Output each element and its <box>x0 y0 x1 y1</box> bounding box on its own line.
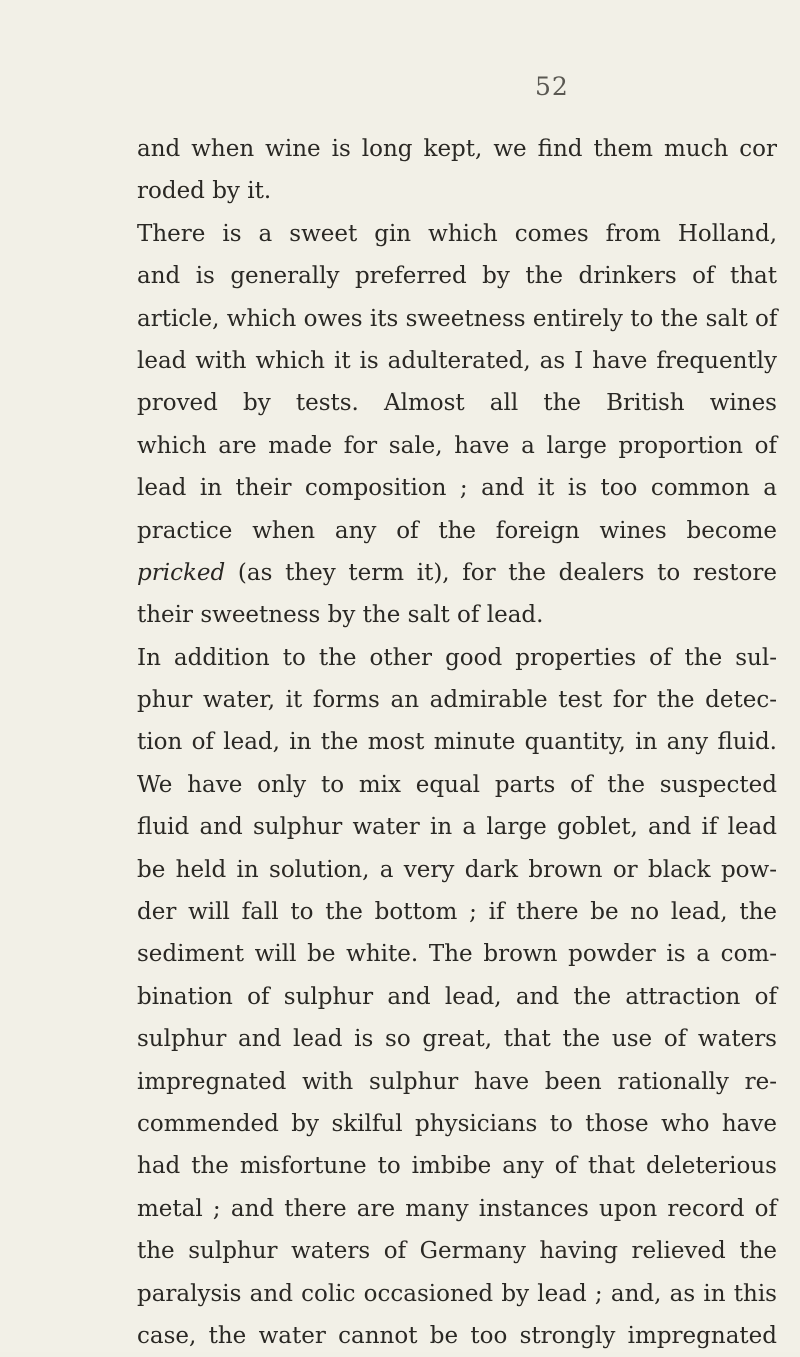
text-line: practice when any of the foreign wines become <box>137 517 777 544</box>
text-line: der will fall to the bottom ; if there be no lead, the <box>137 899 777 926</box>
text-line: proved by tests. Almost all the British wines <box>137 390 777 417</box>
text-line: impregnated with sulphur have been rationally re- <box>137 1068 777 1095</box>
italic-word: pricked <box>137 559 226 586</box>
text-line: be held in solution, a very dark brown or black pow- <box>137 856 777 883</box>
text-line: article, which owes its sweetness entirely to the salt of <box>137 305 778 332</box>
text-line: lead in their composition ; and it is too common a <box>137 475 777 502</box>
text-line: We have only to mix equal parts of the suspected <box>137 771 777 798</box>
text-line: roded by it. <box>137 178 272 205</box>
text-line: There is a sweet gin which comes from Holland, <box>137 220 777 247</box>
line-remainder: (as they term it), for the dealers to restore <box>225 559 777 586</box>
text-line: metal ; and there are many instances upon record of <box>137 1195 777 1222</box>
text-line: sediment will be white. The brown powder is a com- <box>137 941 777 968</box>
text-line: fluid and sulphur water in a large goblet, and if lead <box>137 814 777 841</box>
text-line: and when wine is long kept, we find them much cor <box>137 136 777 162</box>
text-line: In addition to the other good properties of the sul- <box>137 644 777 671</box>
text-line: their sweetness by the salt of lead. <box>137 602 544 629</box>
text-line: phur water, it forms an admirable test for the detec- <box>137 687 777 714</box>
body-text <box>137 128 777 1357</box>
text-line: which are made for sale, have a large proportion of <box>137 432 777 459</box>
text-line: lead with which it is adulterated, as I have frequently <box>137 347 777 374</box>
text-line: had the misfortune to imbibe any of that deleterious <box>137 1153 777 1180</box>
page-number: 52 <box>535 72 569 101</box>
text-line: and is generally preferred by the drinkers of that <box>137 263 777 290</box>
text-line: case, the water cannot be too strongly impregnated <box>137 1322 777 1349</box>
text-line <box>137 552 777 594</box>
text-line: tion of lead, in the most minute quantity, in any fluid. <box>137 729 777 756</box>
text-line: sulphur and lead is so great, that the use of waters <box>137 1026 777 1053</box>
text-line: paralysis and colic occasioned by lead ; and, as in this <box>137 1280 777 1307</box>
text-line: commended by skilful physicians to those who have <box>137 1110 777 1137</box>
text-line: the sulphur waters of Germany having relieved the <box>137 1238 777 1265</box>
text-line: bination of sulphur and lead, and the attraction of <box>137 983 777 1010</box>
